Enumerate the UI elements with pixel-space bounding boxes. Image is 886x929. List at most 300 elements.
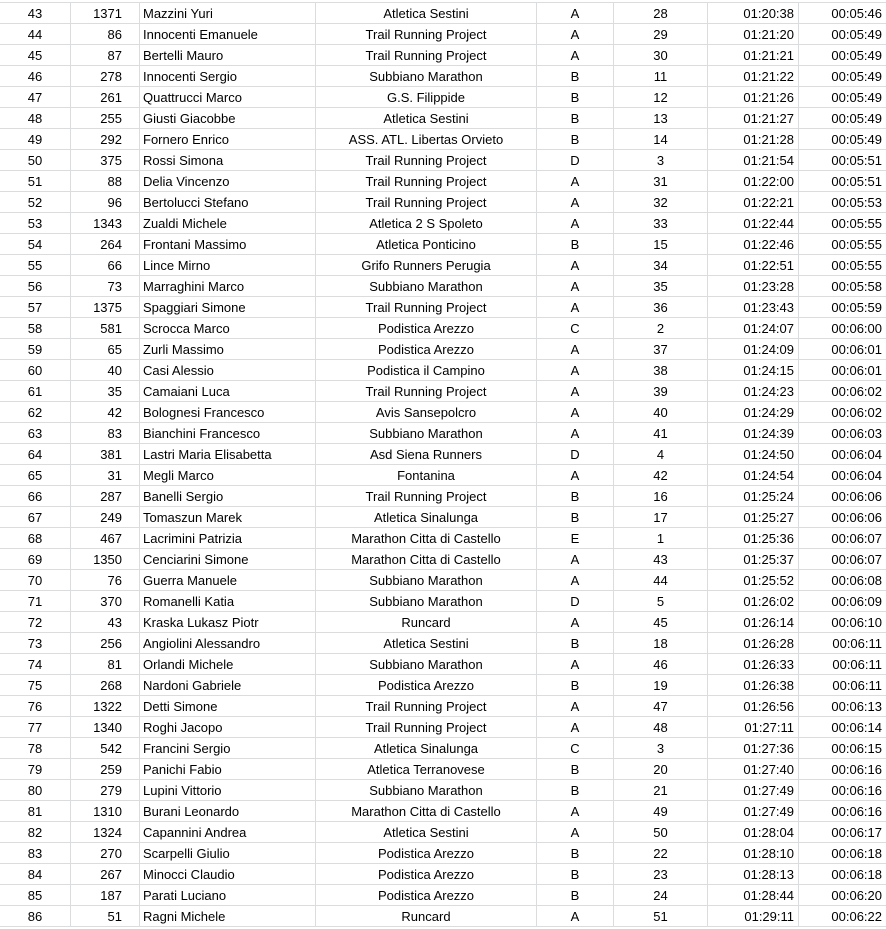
position-cell[interactable]: 63: [0, 423, 71, 443]
category-rank-cell[interactable]: 50: [614, 822, 708, 842]
category-cell[interactable]: B: [537, 759, 614, 779]
position-cell[interactable]: 78: [0, 738, 71, 758]
athlete-name-cell[interactable]: Detti Simone: [140, 696, 316, 716]
category-rank-cell[interactable]: 44: [614, 570, 708, 590]
athlete-name-cell[interactable]: Delia Vincenzo: [140, 171, 316, 191]
bib-cell[interactable]: 370: [71, 591, 140, 611]
category-cell[interactable]: B: [537, 234, 614, 254]
bib-cell[interactable]: 1371: [71, 3, 140, 23]
finish-time-cell[interactable]: 01:28:44: [708, 885, 799, 905]
category-cell[interactable]: A: [537, 696, 614, 716]
pace-cell[interactable]: 00:05:49: [831, 69, 882, 84]
pace-cell[interactable]: 00:06:03: [831, 426, 882, 441]
athlete-name-cell[interactable]: Innocenti Emanuele: [140, 24, 316, 44]
pace-cell[interactable]: 00:06:06: [831, 489, 882, 504]
athlete-name-cell[interactable]: Lastri Maria Elisabetta: [140, 444, 316, 464]
category-cell[interactable]: B: [537, 675, 614, 695]
pace-cell[interactable]: 00:06:01: [831, 363, 882, 378]
category-cell[interactable]: A: [537, 339, 614, 359]
athlete-name-cell[interactable]: Burani Leonardo: [140, 801, 316, 821]
team-cell[interactable]: Marathon Citta di Castello: [316, 801, 537, 821]
position-cell[interactable]: 66: [0, 486, 71, 506]
category-cell[interactable]: A: [537, 297, 614, 317]
category-rank-cell[interactable]: 21: [614, 780, 708, 800]
finish-time-cell[interactable]: 01:27:49: [708, 780, 799, 800]
team-cell[interactable]: G.S. Filippide: [316, 87, 537, 107]
category-cell[interactable]: A: [537, 465, 614, 485]
athlete-name-cell[interactable]: Frontani Massimo: [140, 234, 316, 254]
finish-time-cell[interactable]: 01:24:54: [708, 465, 799, 485]
category-rank-cell[interactable]: 48: [614, 717, 708, 737]
category-cell[interactable]: A: [537, 570, 614, 590]
team-cell[interactable]: Subbiano Marathon: [316, 66, 537, 86]
category-rank-cell[interactable]: 49: [614, 801, 708, 821]
category-rank-cell[interactable]: 39: [614, 381, 708, 401]
bib-cell[interactable]: 287: [71, 486, 140, 506]
position-cell[interactable]: 65: [0, 465, 71, 485]
pace-cell[interactable]: 00:06:08: [831, 573, 882, 588]
bib-cell[interactable]: 1322: [71, 696, 140, 716]
finish-time-cell[interactable]: 01:21:21: [708, 45, 799, 65]
finish-time-cell[interactable]: 01:24:50: [708, 444, 799, 464]
position-cell[interactable]: 69: [0, 549, 71, 569]
pace-cell[interactable]: 00:05:49: [831, 111, 882, 126]
bib-cell[interactable]: 86: [71, 24, 140, 44]
athlete-name-cell[interactable]: Bianchini Francesco: [140, 423, 316, 443]
finish-time-cell[interactable]: 01:28:13: [708, 864, 799, 884]
athlete-name-cell[interactable]: Innocenti Sergio: [140, 66, 316, 86]
position-cell[interactable]: 64: [0, 444, 71, 464]
finish-time-cell[interactable]: 01:24:29: [708, 402, 799, 422]
finish-time-cell[interactable]: 01:26:56: [708, 696, 799, 716]
pace-cell[interactable]: 00:06:20: [831, 888, 882, 903]
team-cell[interactable]: Subbiano Marathon: [316, 654, 537, 674]
category-cell[interactable]: D: [537, 150, 614, 170]
athlete-name-cell[interactable]: Bolognesi Francesco: [140, 402, 316, 422]
bib-cell[interactable]: 73: [71, 276, 140, 296]
finish-time-cell[interactable]: 01:22:00: [708, 171, 799, 191]
finish-time-cell[interactable]: 01:25:24: [708, 486, 799, 506]
bib-cell[interactable]: 42: [71, 402, 140, 422]
team-cell[interactable]: Atletica Sestini: [316, 633, 537, 653]
category-cell[interactable]: E: [537, 528, 614, 548]
finish-time-cell[interactable]: 01:24:09: [708, 339, 799, 359]
position-cell[interactable]: 81: [0, 801, 71, 821]
team-cell[interactable]: Trail Running Project: [316, 696, 537, 716]
team-cell[interactable]: Marathon Citta di Castello: [316, 549, 537, 569]
team-cell[interactable]: Subbiano Marathon: [316, 780, 537, 800]
position-cell[interactable]: 60: [0, 360, 71, 380]
team-cell[interactable]: Podistica Arezzo: [316, 339, 537, 359]
category-rank-cell[interactable]: 2: [614, 318, 708, 338]
category-cell[interactable]: A: [537, 654, 614, 674]
team-cell[interactable]: Grifo Runners Perugia: [316, 255, 537, 275]
position-cell[interactable]: 82: [0, 822, 71, 842]
bib-cell[interactable]: 467: [71, 528, 140, 548]
athlete-name-cell[interactable]: Marraghini Marco: [140, 276, 316, 296]
position-cell[interactable]: 52: [0, 192, 71, 212]
position-cell[interactable]: 85: [0, 885, 71, 905]
team-cell[interactable]: Atletica Terranovese: [316, 759, 537, 779]
position-cell[interactable]: 59: [0, 339, 71, 359]
team-cell[interactable]: Trail Running Project: [316, 150, 537, 170]
athlete-name-cell[interactable]: Scrocca Marco: [140, 318, 316, 338]
athlete-name-cell[interactable]: Spaggiari Simone: [140, 297, 316, 317]
category-rank-cell[interactable]: 20: [614, 759, 708, 779]
team-cell[interactable]: Podistica Arezzo: [316, 318, 537, 338]
finish-time-cell[interactable]: 01:23:28: [708, 276, 799, 296]
bib-cell[interactable]: 1375: [71, 297, 140, 317]
athlete-name-cell[interactable]: Bertelli Mauro: [140, 45, 316, 65]
finish-time-cell[interactable]: 01:21:20: [708, 24, 799, 44]
category-cell[interactable]: B: [537, 66, 614, 86]
category-cell[interactable]: A: [537, 381, 614, 401]
pace-cell[interactable]: 00:05:51: [831, 153, 882, 168]
bib-cell[interactable]: 279: [71, 780, 140, 800]
category-rank-cell[interactable]: 33: [614, 213, 708, 233]
team-cell[interactable]: Podistica il Campino: [316, 360, 537, 380]
pace-cell[interactable]: 00:06:04: [831, 447, 882, 462]
pace-cell[interactable]: 00:06:07: [831, 531, 882, 546]
team-cell[interactable]: Trail Running Project: [316, 381, 537, 401]
finish-time-cell[interactable]: 01:23:43: [708, 297, 799, 317]
bib-cell[interactable]: 270: [71, 843, 140, 863]
team-cell[interactable]: Runcard: [316, 906, 537, 926]
team-cell[interactable]: Trail Running Project: [316, 486, 537, 506]
bib-cell[interactable]: 66: [71, 255, 140, 275]
athlete-name-cell[interactable]: Bertolucci Stefano: [140, 192, 316, 212]
category-cell[interactable]: A: [537, 801, 614, 821]
position-cell[interactable]: 77: [0, 717, 71, 737]
athlete-name-cell[interactable]: Minocci Claudio: [140, 864, 316, 884]
category-rank-cell[interactable]: 5: [614, 591, 708, 611]
athlete-name-cell[interactable]: Panichi Fabio: [140, 759, 316, 779]
finish-time-cell[interactable]: 01:22:51: [708, 255, 799, 275]
category-cell[interactable]: A: [537, 213, 614, 233]
team-cell[interactable]: Podistica Arezzo: [316, 864, 537, 884]
category-rank-cell[interactable]: 38: [614, 360, 708, 380]
bib-cell[interactable]: 267: [71, 864, 140, 884]
category-cell[interactable]: A: [537, 612, 614, 632]
athlete-name-cell[interactable]: Capannini Andrea: [140, 822, 316, 842]
category-rank-cell[interactable]: 4: [614, 444, 708, 464]
position-cell[interactable]: 61: [0, 381, 71, 401]
pace-cell[interactable]: 00:06:00: [831, 321, 882, 336]
finish-time-cell[interactable]: 01:22:46: [708, 234, 799, 254]
bib-cell[interactable]: 43: [71, 612, 140, 632]
finish-time-cell[interactable]: 01:26:14: [708, 612, 799, 632]
team-cell[interactable]: ASS. ATL. Libertas Orvieto: [316, 129, 537, 149]
team-cell[interactable]: Trail Running Project: [316, 192, 537, 212]
finish-time-cell[interactable]: 01:21:27: [708, 108, 799, 128]
category-rank-cell[interactable]: 28: [614, 3, 708, 23]
bib-cell[interactable]: 268: [71, 675, 140, 695]
category-cell[interactable]: A: [537, 423, 614, 443]
position-cell[interactable]: 86: [0, 906, 71, 926]
pace-cell[interactable]: 00:06:18: [831, 867, 882, 882]
finish-time-cell[interactable]: 01:25:36: [708, 528, 799, 548]
category-cell[interactable]: A: [537, 822, 614, 842]
category-rank-cell[interactable]: 13: [614, 108, 708, 128]
finish-time-cell[interactable]: 01:26:38: [708, 675, 799, 695]
athlete-name-cell[interactable]: Mazzini Yuri: [140, 3, 316, 23]
category-rank-cell[interactable]: 47: [614, 696, 708, 716]
category-cell[interactable]: C: [537, 318, 614, 338]
team-cell[interactable]: Trail Running Project: [316, 45, 537, 65]
team-cell[interactable]: Atletica Ponticino: [316, 234, 537, 254]
team-cell[interactable]: Fontanina: [316, 465, 537, 485]
category-rank-cell[interactable]: 32: [614, 192, 708, 212]
team-cell[interactable]: Atletica Sinalunga: [316, 507, 537, 527]
position-cell[interactable]: 51: [0, 171, 71, 191]
category-cell[interactable]: A: [537, 255, 614, 275]
finish-time-cell[interactable]: 01:21:22: [708, 66, 799, 86]
category-rank-cell[interactable]: 36: [614, 297, 708, 317]
team-cell[interactable]: Atletica 2 S Spoleto: [316, 213, 537, 233]
pace-cell[interactable]: 00:05:51: [831, 174, 882, 189]
category-cell[interactable]: D: [537, 444, 614, 464]
pace-cell[interactable]: 00:06:02: [831, 405, 882, 420]
pace-cell[interactable]: 00:06:09: [831, 594, 882, 609]
finish-time-cell[interactable]: 01:22:21: [708, 192, 799, 212]
team-cell[interactable]: Atletica Sestini: [316, 108, 537, 128]
athlete-name-cell[interactable]: Parati Luciano: [140, 885, 316, 905]
category-rank-cell[interactable]: 15: [614, 234, 708, 254]
category-rank-cell[interactable]: 23: [614, 864, 708, 884]
finish-time-cell[interactable]: 01:27:11: [708, 717, 799, 737]
athlete-name-cell[interactable]: Francini Sergio: [140, 738, 316, 758]
pace-cell[interactable]: 00:05:58: [831, 279, 882, 294]
team-cell[interactable]: Avis Sansepolcro: [316, 402, 537, 422]
finish-time-cell[interactable]: 01:22:44: [708, 213, 799, 233]
pace-cell[interactable]: 00:06:04: [831, 468, 882, 483]
athlete-name-cell[interactable]: Angiolini Alessandro: [140, 633, 316, 653]
pace-cell[interactable]: 00:06:10: [831, 615, 882, 630]
pace-cell[interactable]: 00:05:49: [831, 90, 882, 105]
team-cell[interactable]: Podistica Arezzo: [316, 843, 537, 863]
bib-cell[interactable]: 51: [71, 906, 140, 926]
category-cell[interactable]: A: [537, 192, 614, 212]
position-cell[interactable]: 71: [0, 591, 71, 611]
team-cell[interactable]: Podistica Arezzo: [316, 885, 537, 905]
category-cell[interactable]: B: [537, 87, 614, 107]
athlete-name-cell[interactable]: Kraska Lukasz Piotr: [140, 612, 316, 632]
bib-cell[interactable]: 255: [71, 108, 140, 128]
bib-cell[interactable]: 542: [71, 738, 140, 758]
athlete-name-cell[interactable]: Rossi Simona: [140, 150, 316, 170]
athlete-name-cell[interactable]: Romanelli Katia: [140, 591, 316, 611]
position-cell[interactable]: 84: [0, 864, 71, 884]
finish-time-cell[interactable]: 01:25:37: [708, 549, 799, 569]
position-cell[interactable]: 54: [0, 234, 71, 254]
position-cell[interactable]: 67: [0, 507, 71, 527]
team-cell[interactable]: Subbiano Marathon: [316, 591, 537, 611]
bib-cell[interactable]: 292: [71, 129, 140, 149]
bib-cell[interactable]: 278: [71, 66, 140, 86]
pace-cell[interactable]: 00:05:49: [831, 48, 882, 63]
bib-cell[interactable]: 40: [71, 360, 140, 380]
pace-cell[interactable]: 00:06:15: [831, 741, 882, 756]
bib-cell[interactable]: 381: [71, 444, 140, 464]
position-cell[interactable]: 43: [0, 3, 71, 23]
bib-cell[interactable]: 187: [71, 885, 140, 905]
bib-cell[interactable]: 65: [71, 339, 140, 359]
athlete-name-cell[interactable]: Megli Marco: [140, 465, 316, 485]
bib-cell[interactable]: 256: [71, 633, 140, 653]
finish-time-cell[interactable]: 01:24:39: [708, 423, 799, 443]
category-cell[interactable]: A: [537, 549, 614, 569]
bib-cell[interactable]: 375: [71, 150, 140, 170]
finish-time-cell[interactable]: 01:21:26: [708, 87, 799, 107]
team-cell[interactable]: Atletica Sestini: [316, 822, 537, 842]
finish-time-cell[interactable]: 01:24:15: [708, 360, 799, 380]
category-rank-cell[interactable]: 35: [614, 276, 708, 296]
category-cell[interactable]: B: [537, 780, 614, 800]
finish-time-cell[interactable]: 01:26:33: [708, 654, 799, 674]
team-cell[interactable]: Trail Running Project: [316, 24, 537, 44]
category-rank-cell[interactable]: 24: [614, 885, 708, 905]
position-cell[interactable]: 72: [0, 612, 71, 632]
category-rank-cell[interactable]: 22: [614, 843, 708, 863]
position-cell[interactable]: 68: [0, 528, 71, 548]
pace-cell[interactable]: 00:06:22: [831, 909, 882, 924]
category-cell[interactable]: A: [537, 45, 614, 65]
team-cell[interactable]: Asd Siena Runners: [316, 444, 537, 464]
position-cell[interactable]: 53: [0, 213, 71, 233]
athlete-name-cell[interactable]: Cenciarini Simone: [140, 549, 316, 569]
position-cell[interactable]: 76: [0, 696, 71, 716]
category-cell[interactable]: A: [537, 906, 614, 926]
bib-cell[interactable]: 87: [71, 45, 140, 65]
team-cell[interactable]: Atletica Sinalunga: [316, 738, 537, 758]
team-cell[interactable]: Subbiano Marathon: [316, 276, 537, 296]
bib-cell[interactable]: 35: [71, 381, 140, 401]
finish-time-cell[interactable]: 01:20:38: [708, 3, 799, 23]
category-cell[interactable]: A: [537, 3, 614, 23]
position-cell[interactable]: 80: [0, 780, 71, 800]
bib-cell[interactable]: 1343: [71, 213, 140, 233]
finish-time-cell[interactable]: 01:28:10: [708, 843, 799, 863]
category-cell[interactable]: B: [537, 108, 614, 128]
category-cell[interactable]: A: [537, 360, 614, 380]
category-rank-cell[interactable]: 30: [614, 45, 708, 65]
athlete-name-cell[interactable]: Scarpelli Giulio: [140, 843, 316, 863]
pace-cell[interactable]: 00:06:16: [831, 804, 882, 819]
pace-cell[interactable]: 00:06:13: [831, 699, 882, 714]
athlete-name-cell[interactable]: Ragni Michele: [140, 906, 316, 926]
athlete-name-cell[interactable]: Giusti Giacobbe: [140, 108, 316, 128]
pace-cell[interactable]: 00:06:18: [831, 846, 882, 861]
finish-time-cell[interactable]: 01:27:40: [708, 759, 799, 779]
pace-cell[interactable]: 00:06:16: [831, 783, 882, 798]
bib-cell[interactable]: 81: [71, 654, 140, 674]
pace-cell[interactable]: 00:06:01: [831, 342, 882, 357]
finish-time-cell[interactable]: 01:25:27: [708, 507, 799, 527]
pace-cell[interactable]: 00:05:49: [831, 27, 882, 42]
position-cell[interactable]: 75: [0, 675, 71, 695]
bib-cell[interactable]: 581: [71, 318, 140, 338]
category-cell[interactable]: B: [537, 129, 614, 149]
position-cell[interactable]: 47: [0, 87, 71, 107]
team-cell[interactable]: Subbiano Marathon: [316, 570, 537, 590]
finish-time-cell[interactable]: 01:25:52: [708, 570, 799, 590]
athlete-name-cell[interactable]: Camaiani Luca: [140, 381, 316, 401]
bib-cell[interactable]: 31: [71, 465, 140, 485]
team-cell[interactable]: Marathon Citta di Castello: [316, 528, 537, 548]
category-rank-cell[interactable]: 43: [614, 549, 708, 569]
pace-cell[interactable]: 00:06:11: [832, 657, 882, 672]
category-rank-cell[interactable]: 31: [614, 171, 708, 191]
category-rank-cell[interactable]: 11: [614, 66, 708, 86]
category-cell[interactable]: B: [537, 486, 614, 506]
athlete-name-cell[interactable]: Lince Mirno: [140, 255, 316, 275]
category-cell[interactable]: D: [537, 591, 614, 611]
category-rank-cell[interactable]: 51: [614, 906, 708, 926]
category-cell[interactable]: B: [537, 633, 614, 653]
pace-cell[interactable]: 00:06:14: [831, 720, 882, 735]
bib-cell[interactable]: 249: [71, 507, 140, 527]
finish-time-cell[interactable]: 01:24:07: [708, 318, 799, 338]
category-rank-cell[interactable]: 46: [614, 654, 708, 674]
position-cell[interactable]: 79: [0, 759, 71, 779]
category-rank-cell[interactable]: 3: [614, 738, 708, 758]
finish-time-cell[interactable]: 01:28:04: [708, 822, 799, 842]
finish-time-cell[interactable]: 01:26:02: [708, 591, 799, 611]
pace-cell[interactable]: 00:06:06: [831, 510, 882, 525]
category-rank-cell[interactable]: 40: [614, 402, 708, 422]
position-cell[interactable]: 62: [0, 402, 71, 422]
athlete-name-cell[interactable]: Nardoni Gabriele: [140, 675, 316, 695]
athlete-name-cell[interactable]: Orlandi Michele: [140, 654, 316, 674]
category-cell[interactable]: A: [537, 24, 614, 44]
position-cell[interactable]: 50: [0, 150, 71, 170]
position-cell[interactable]: 55: [0, 255, 71, 275]
category-rank-cell[interactable]: 42: [614, 465, 708, 485]
bib-cell[interactable]: 88: [71, 171, 140, 191]
position-cell[interactable]: 74: [0, 654, 71, 674]
bib-cell[interactable]: 259: [71, 759, 140, 779]
pace-cell[interactable]: 00:05:55: [831, 258, 882, 273]
team-cell[interactable]: Subbiano Marathon: [316, 423, 537, 443]
position-cell[interactable]: 57: [0, 297, 71, 317]
pace-cell[interactable]: 00:06:02: [831, 384, 882, 399]
pace-cell[interactable]: 00:06:11: [832, 678, 882, 693]
position-cell[interactable]: 83: [0, 843, 71, 863]
pace-cell[interactable]: 00:06:07: [831, 552, 882, 567]
athlete-name-cell[interactable]: Lupini Vittorio: [140, 780, 316, 800]
position-cell[interactable]: 73: [0, 633, 71, 653]
bib-cell[interactable]: 1324: [71, 822, 140, 842]
category-rank-cell[interactable]: 14: [614, 129, 708, 149]
position-cell[interactable]: 45: [0, 45, 71, 65]
position-cell[interactable]: 49: [0, 129, 71, 149]
bib-cell[interactable]: 264: [71, 234, 140, 254]
position-cell[interactable]: 46: [0, 66, 71, 86]
category-rank-cell[interactable]: 37: [614, 339, 708, 359]
category-cell[interactable]: B: [537, 864, 614, 884]
category-rank-cell[interactable]: 29: [614, 24, 708, 44]
pace-cell[interactable]: 00:05:55: [831, 237, 882, 252]
category-rank-cell[interactable]: 12: [614, 87, 708, 107]
position-cell[interactable]: 70: [0, 570, 71, 590]
position-cell[interactable]: 48: [0, 108, 71, 128]
category-rank-cell[interactable]: 19: [614, 675, 708, 695]
category-cell[interactable]: A: [537, 717, 614, 737]
category-cell[interactable]: B: [537, 885, 614, 905]
team-cell[interactable]: Atletica Sestini: [316, 3, 537, 23]
category-rank-cell[interactable]: 41: [614, 423, 708, 443]
bib-cell[interactable]: 96: [71, 192, 140, 212]
